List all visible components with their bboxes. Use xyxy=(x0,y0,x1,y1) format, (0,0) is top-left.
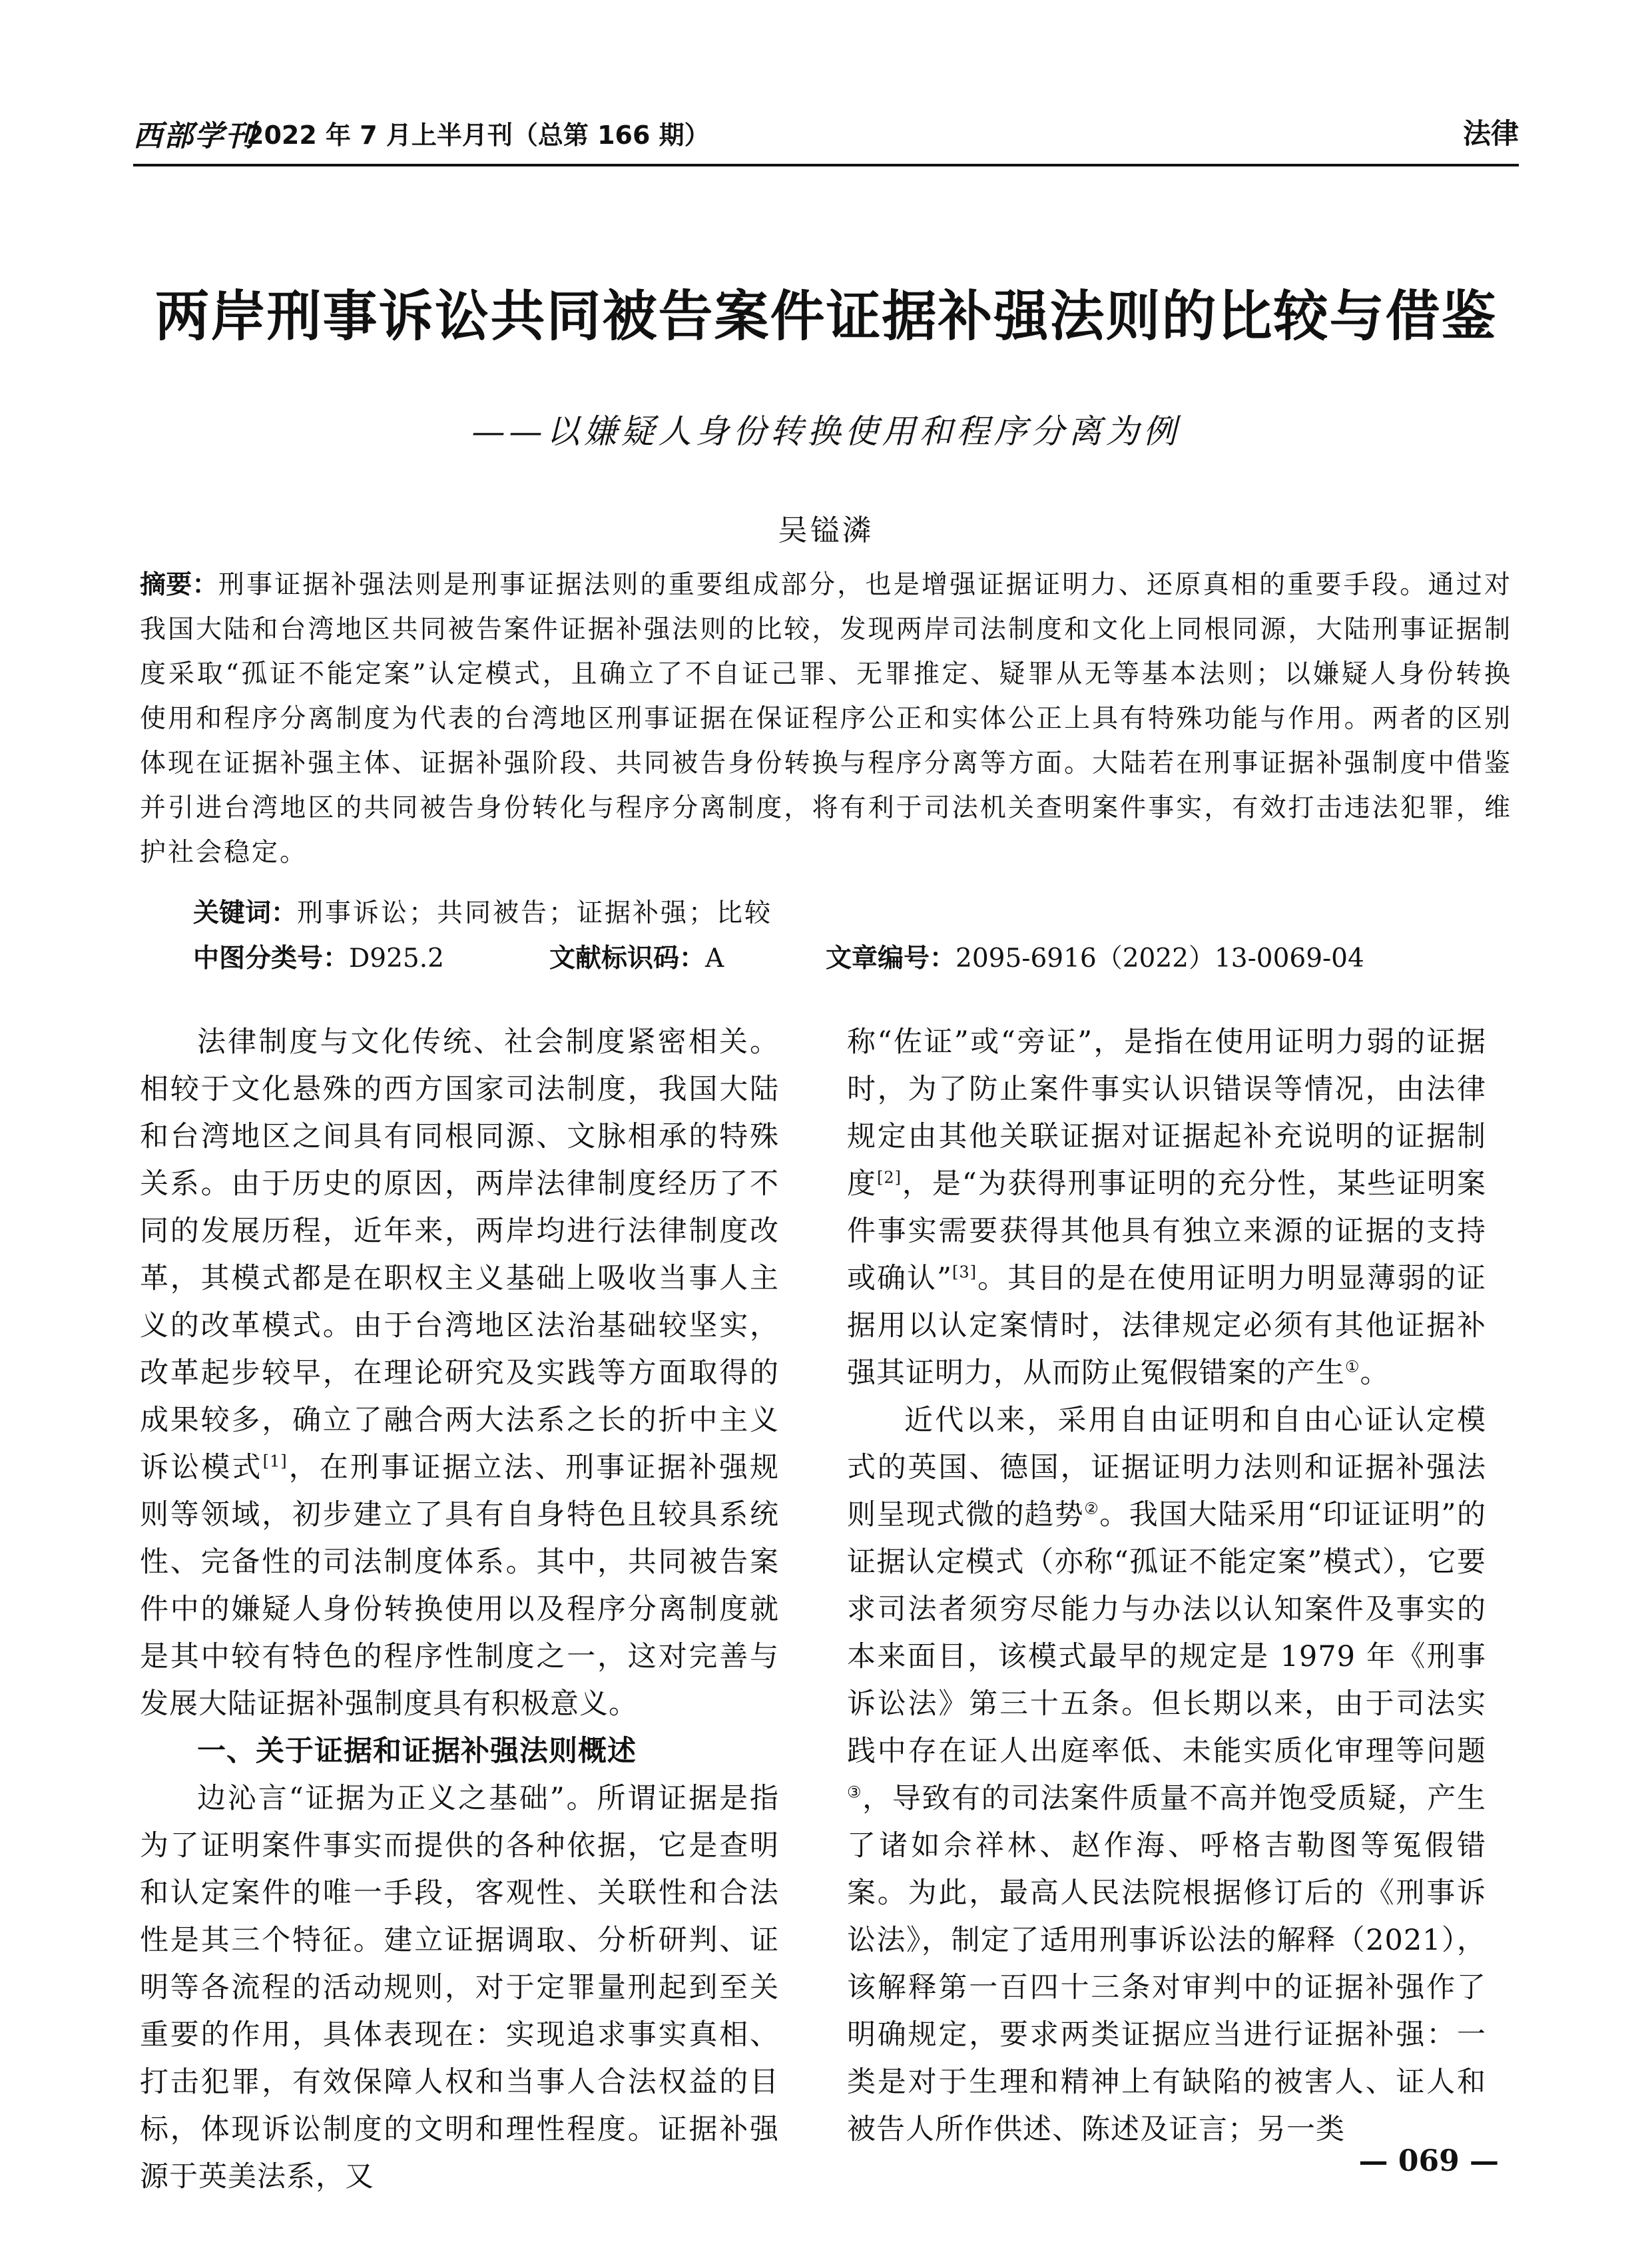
article-subtitle: ——以嫌疑人身份转换使用和程序分离为例 xyxy=(471,412,1181,451)
clc-value: D925.2 xyxy=(349,944,444,974)
left-column xyxy=(140,1019,779,2201)
keywords xyxy=(193,892,1512,930)
article-no-label: 文章编号： xyxy=(826,944,956,974)
reference-mark: [2] xyxy=(876,1168,902,1187)
author-name: 吴镒潾 xyxy=(778,513,874,547)
right-column xyxy=(847,1019,1486,2153)
doc-code-label: 文献标识码： xyxy=(549,944,706,974)
body-paragraph: 近代以来，采用自由证明和自由心证认定模式的英国、德国，证据证明力法则和证据补强法则呈现式微的趋势②。我国大陆采用“印证证明”的证据认定模式（亦称“孤证不能定案”模式），它要求司法者须穷尽能力与办法以认知案件及事实的本来面目，该模式最早的规定是 1979 年《刑事诉讼法》第三十五条。但长期以来，由于司法实践中存在证人出庭率低、未能实质化审理等问题③，导致有的司法案件质量不高并饱受质疑，产生了诸如佘祥林、赵作海、呼格吉勒图等冤假错案。为此，最高人民法院根据修订后的《刑事诉讼法》，制定了适用刑事诉讼法的解释（2021），该解释第一百四十三条对审判中的证据补强作了明确规定，要求两类证据应当进行证据补强：一类是对于生理和精神上有缺陷的被害人、证人和被告人所作供述、陈述及证言；另一类 xyxy=(847,1404,1487,2146)
footnote-mark: ② xyxy=(1084,1499,1100,1518)
abstract xyxy=(140,563,1512,875)
footnote-mark: ① xyxy=(1345,1357,1360,1376)
running-header xyxy=(133,112,1519,158)
reference-mark: [1] xyxy=(262,1452,288,1471)
clc-number xyxy=(193,938,444,975)
page-number: — 069 — xyxy=(1358,2144,1499,2178)
keywords-label: 关键词： xyxy=(193,898,298,928)
section-label: 法律 xyxy=(1462,117,1519,150)
journal-logo: 西部学刊 xyxy=(133,119,256,153)
article-title: 两岸刑事诉讼共同被告案件证据补强法则的比较与借鉴 xyxy=(154,284,1498,348)
keywords-text: 刑事诉讼；共同被告；证据补强；比较 xyxy=(297,898,773,928)
header-rule xyxy=(133,164,1519,166)
abstract-label: 摘要： xyxy=(140,570,218,600)
abstract-text: 刑事证据补强法则是刑事证据法则的重要组成部分，也是增强证据证明力、还原真相的重要手段。通过对我国大陆和台湾地区共同被告案件证据补强法则的比较，发现两岸司法制度和文化上同根同源，大陆刑事证据制度采取“孤证不能定案”认定模式，且确立了不自证己罪、无罪推定、疑罪从无等基本法则；以嫌疑人身份转换使用和程序分离制度为代表的台湾地区刑事证据在保证程序公正和实体公正上具有特殊功能与作用。两者的区别体现在证据补强主体、证据补强阶段、共同被告身份转换与程序分离等方面。大陆若在刑事证据补强制度中借鉴并引进台湾地区的共同被告身份转化与程序分离制度，将有利于司法机关查明案件事实，有效打击违法犯罪，维护社会稳定。 xyxy=(140,570,1512,868)
issue-info: 2022 年 7 月上半月刊（总第 166 期） xyxy=(246,121,710,150)
document-code xyxy=(549,938,724,975)
body-paragraph: 边沁言“证据为正义之基础”。所谓证据是指为了证明案件事实而提供的各种依据，它是查明和认定案件的唯一手段，客观性、关联性和合法性是其三个特征。建立证据调取、分析研判、证明等各流程的活动规则，对于定罪量刑起到至关重要的作用，具体表现在：实现追求事实真相、打击犯罪，有效保障人权和当事人合法权益的目标，体现诉讼制度的文明和理性程度。证据补强源于英美法系，又 xyxy=(140,1782,779,2193)
doc-code-value: A xyxy=(705,944,724,974)
footnote-mark: ③ xyxy=(847,1783,863,1802)
section-heading: 一、关于证据和证据补强法则概述 xyxy=(197,1735,637,1768)
body-paragraph: 称“佐证”或“旁证”，是指在使用证明力弱的证据时，为了防止案件事实认识错误等情况，由法律规定由其他关联证据对证据起补充说明的证据制度[2]，是“为获得刑事证明的充分性，某些证明案件事实需要获得其他具有独立来源的证据的支持或确认”[3]。其目的是在使用证明力明显薄弱的证据用以认定案情时，法律规定必须有其他证据补强其证明力，从而防止冤假错案的产生①。 xyxy=(847,1025,1487,1390)
reference-mark: [3] xyxy=(952,1262,977,1282)
article-no-value: 2095-6916（2022）13-0069-04 xyxy=(956,944,1364,974)
body-paragraph: 法律制度与文化传统、社会制度紧密相关。相较于文化悬殊的西方国家司法制度，我国大陆和台湾地区之间具有同根同源、文脉相承的特殊关系。由于历史的原因，两岸法律制度经历了不同的发展历程，近年来，两岸均进行法律制度改革，其模式都是在职权主义基础上吸收当事人主义的改革模式。由于台湾地区法治基础较坚实，改革起步较早，在理论研究及实践等方面取得的成果较多，确立了融合两大法系之长的折中主义诉讼模式[1]，在刑事证据立法、刑事证据补强规则等领域，初步建立了具有自身特色且较具系统性、完备性的司法制度体系。其中，共同被告案件中的嫌疑人身份转换使用以及程序分离制度就是其中较有特色的程序性制度之一，这对完善与发展大陆证据补强制度具有积极意义。 xyxy=(140,1025,780,1721)
article-number xyxy=(826,938,1364,975)
clc-label: 中图分类号： xyxy=(193,944,350,974)
